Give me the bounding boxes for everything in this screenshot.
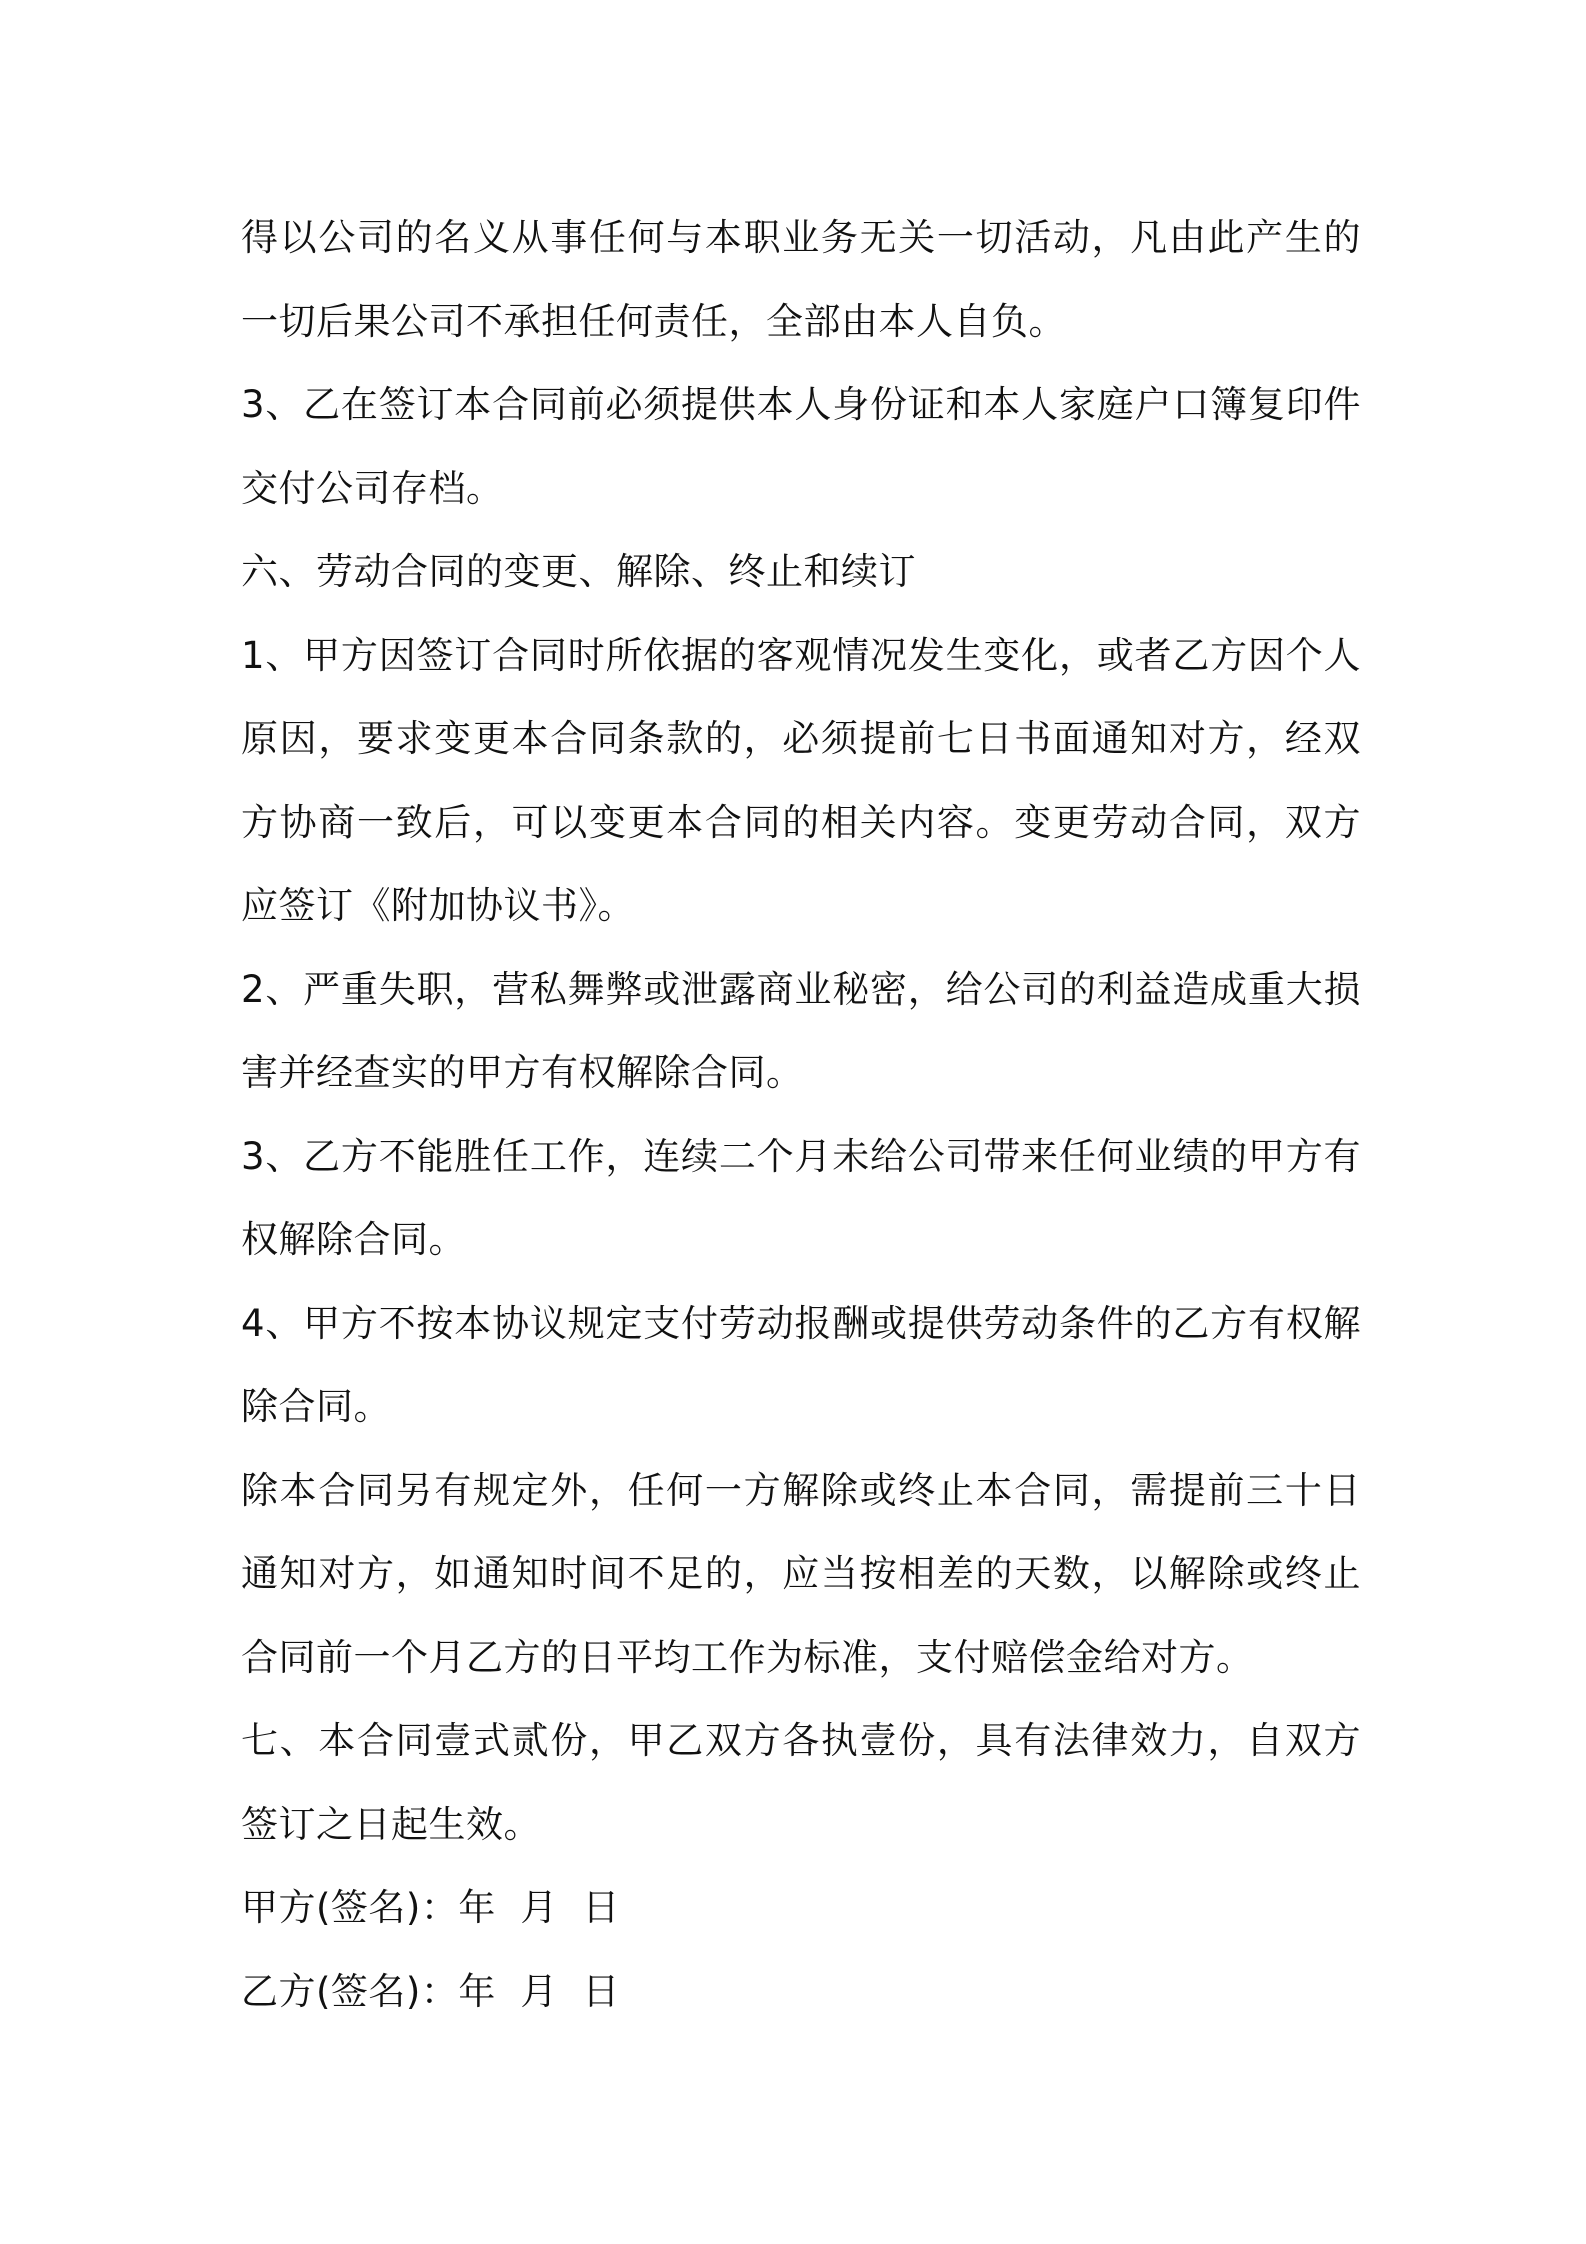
paragraph-id-documents: 3、乙在签订本合同前必须提供本人身份证和本人家庭户口簿复印件交付公司存档。	[241, 383, 1361, 510]
paragraph-contract-change: 1、甲方因签订合同时所依据的客观情况发生变化，或者乙方因个人原因，要求变更本合同条款的，必须提前七日书面通知对方，经双方协商一致后，可以变更本合同的相关内容。变更劳动合同，双方应签订《附加协议书》。	[241, 633, 1361, 927]
signature-party-b: 乙方(签名)：年 月 日	[241, 1969, 620, 2013]
paragraph-employer-breach: 4、甲方不按本协议规定支付劳动报酬或提供劳动条件的乙方有权解除合同。	[241, 1301, 1361, 1428]
document-body	[241, 196, 1361, 2033]
section-heading-seven: 七、本合同壹式贰份，甲乙双方各执壹份，具有法律效力，自双方签订之日起生效。	[241, 1719, 1361, 1846]
paragraph-no-outside-activities: 得以公司的名义从事任何与本职业务无关一切活动，凡由此产生的一切后果公司不承担任何责任，全部由本人自负。	[241, 216, 1361, 343]
paragraph-serious-misconduct: 2、严重失职，营私舞弊或泄露商业秘密，给公司的利益造成重大损害并经查实的甲方有权解除合同。	[241, 967, 1361, 1094]
signature-party-a: 甲方(签名)：年 月 日	[241, 1886, 620, 1929]
paragraph-incompetence: 3、乙方不能胜任工作，连续二个月未给公司带来任何业绩的甲方有权解除合同。	[241, 1134, 1361, 1261]
paragraph-termination-notice: 除本合同另有规定外，任何一方解除或终止本合同，需提前三十日通知对方，如通知时间不足的，应当按相差的天数，以解除或终止合同前一个月乙方的日平均工作为标准，支付赔偿金给对方。	[241, 1468, 1361, 1679]
section-heading-six: 六、劳动合同的变更、解除、终止和续订	[241, 550, 916, 593]
